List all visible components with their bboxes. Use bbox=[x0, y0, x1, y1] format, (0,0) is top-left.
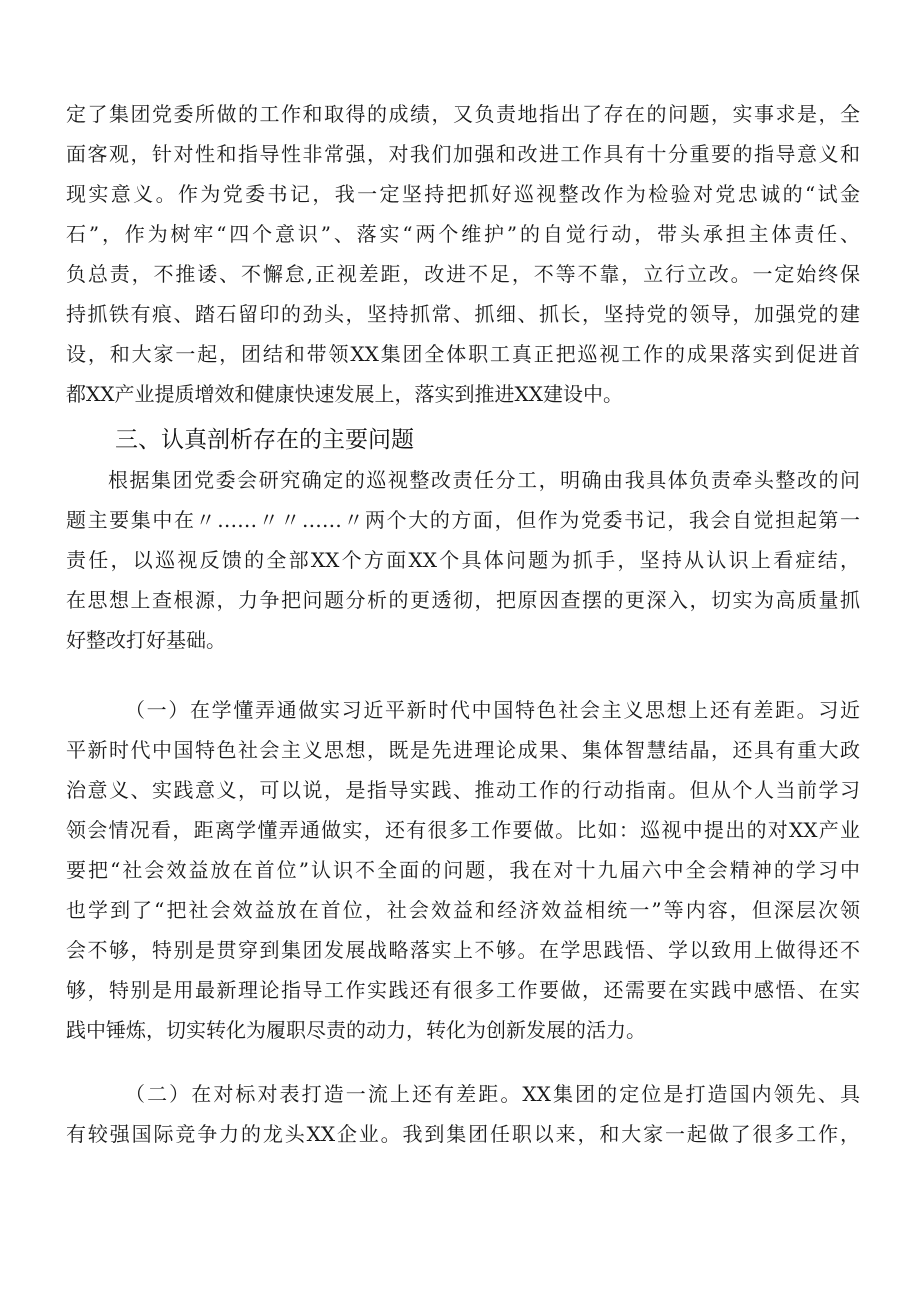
paragraph-line: 面客观，针对性和指导性非常强，对我们加强和改进工作具有十分重要的指导意义和 bbox=[66, 142, 860, 166]
paragraph-line: 持抓铁有痕、踏石留印的劲头，坚持抓常、抓细、抓长，坚持党的领导，加强党的建 bbox=[66, 302, 860, 326]
paragraph-line: 都XX产业提质增效和健康快速发展上，落实到推进XX建设中。 bbox=[66, 382, 623, 406]
paragraph-line: 治意义、实践意义，可以说，是指导实践、推动工作的行动指南。但从个人当前学习 bbox=[66, 778, 860, 802]
paragraph-line: （二）在对标对表打造一流上还有差距。XX集团的定位是打造国内领先、具 bbox=[125, 1082, 860, 1106]
paragraph-line: 平新时代中国特色社会主义思想，既是先进理论成果、集体智慧结晶，还具有重大政 bbox=[66, 738, 860, 762]
paragraph-line: 领会情况看，距离学懂弄通做实，还有很多工作要做。比如：巡视中提出的对XX产业 bbox=[66, 818, 860, 842]
paragraph-line: 好整改打好基础。 bbox=[66, 628, 226, 652]
paragraph-line: 践中锤炼，切实转化为履职尽责的动力，转化为创新发展的活力。 bbox=[66, 1018, 646, 1042]
paragraph-line: 负总责，不推诿、不懈怠,正视差距，改进不足，不等不靠，立行立改。一定始终保 bbox=[66, 262, 860, 286]
paragraph-line: 在思想上查根源，力争把问题分析的更透彻，把原因查摆的更深入，切实为高质量抓 bbox=[66, 588, 860, 612]
paragraph-line: 根据集团党委会研究确定的巡视整改责任分工，明确由我具体负责牵头整改的问 bbox=[108, 468, 860, 492]
paragraph-line: 够，特别是用最新理论指导工作实践还有很多工作要做，还需要在实践中感悟、在实 bbox=[66, 978, 860, 1002]
paragraph-line: 设，和大家一起，团结和带领XX集团全体职工真正把巡视工作的成果落实到促进首 bbox=[66, 342, 860, 366]
paragraph-line: （一）在学懂弄通做实习近平新时代中国特色社会主义思想上还有差距。习近 bbox=[125, 698, 860, 722]
paragraph-line: 责任，以巡视反馈的全部XX个方面XX个具体问题为抓手，坚持从认识上看症结， bbox=[66, 548, 860, 572]
paragraph-line: 现实意义。作为党委书记，我一定坚持把抓好巡视整改作为检验对党忠诚的“试金 bbox=[66, 182, 860, 206]
paragraph-line: 也学到了“把社会效益放在首位，社会效益和经济效益相统一”等内容，但深层次领 bbox=[66, 898, 860, 922]
section-heading: 三、认真剖析存在的主要问题 bbox=[115, 427, 414, 453]
paragraph-line: 石”，作为树牢“四个意识”、落实“两个维护”的自觉行动，带头承担主体责任、 bbox=[66, 222, 860, 246]
paragraph-line: 要把“社会效益放在首位”认识不全面的问题，我在对十九届六中全会精神的学习中 bbox=[66, 858, 860, 882]
paragraph-line: 题主要集中在〃……〃〃……〃两个大的方面，但作为党委书记，我会自觉担起第一 bbox=[66, 508, 860, 532]
paragraph-line: 定了集团党委所做的工作和取得的成绩，又负责地指出了存在的问题，实事求是，全 bbox=[66, 102, 860, 126]
paragraph-line: 会不够，特别是贯穿到集团发展战略落实上不够。在学思践悟、学以致用上做得还不 bbox=[66, 938, 860, 962]
paragraph-line: 有较强国际竞争力的龙头XX企业。我到集团任职以来，和大家一起做了很多工作， bbox=[66, 1122, 860, 1146]
